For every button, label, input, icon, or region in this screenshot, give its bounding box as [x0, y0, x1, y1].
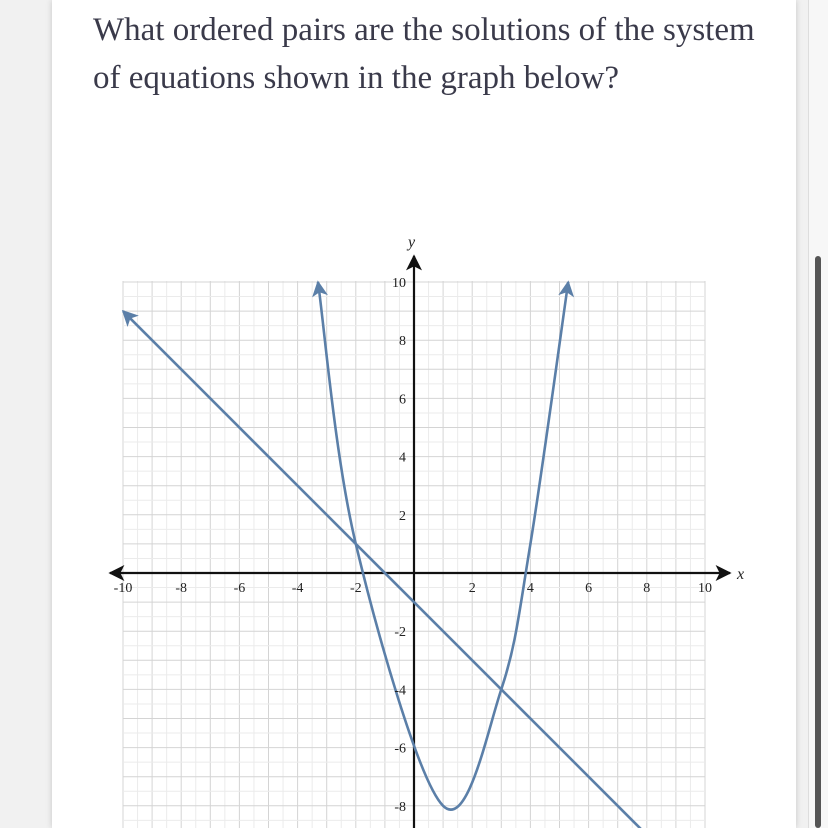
y-tick-label: 4 [399, 450, 406, 466]
x-tick-label: 8 [643, 581, 651, 596]
axes [110, 256, 730, 828]
y-tick-label: -4 [394, 683, 406, 699]
scrollbar-thumb[interactable] [815, 256, 821, 828]
y-tick-label: 8 [399, 334, 406, 350]
y-tick-label: 6 [399, 392, 406, 408]
x-tick-label: -6 [233, 581, 246, 596]
x-tick-label: -4 [291, 581, 304, 596]
x-tick-label: 2 [468, 581, 476, 596]
x-tick-label: -2 [349, 581, 362, 596]
y-tick-label: -6 [394, 741, 406, 757]
x-tick-label: -8 [175, 581, 188, 596]
x-tick-label: 10 [698, 581, 712, 596]
x-axis-label: x [737, 566, 745, 583]
question-text: What ordered pairs are the solutions of the system of equations shown in the graph below? [93, 12, 755, 96]
x-tick-label: 6 [585, 581, 593, 596]
y-tick-label: -2 [394, 625, 406, 641]
y-axis-label: y [408, 234, 416, 251]
x-tick-label: -10 [113, 581, 133, 596]
y-tick-label: 10 [392, 276, 406, 291]
x-tick-label: 4 [526, 581, 534, 596]
y-tick-label: -8 [394, 799, 406, 815]
y-tick-label: 2 [399, 508, 406, 524]
